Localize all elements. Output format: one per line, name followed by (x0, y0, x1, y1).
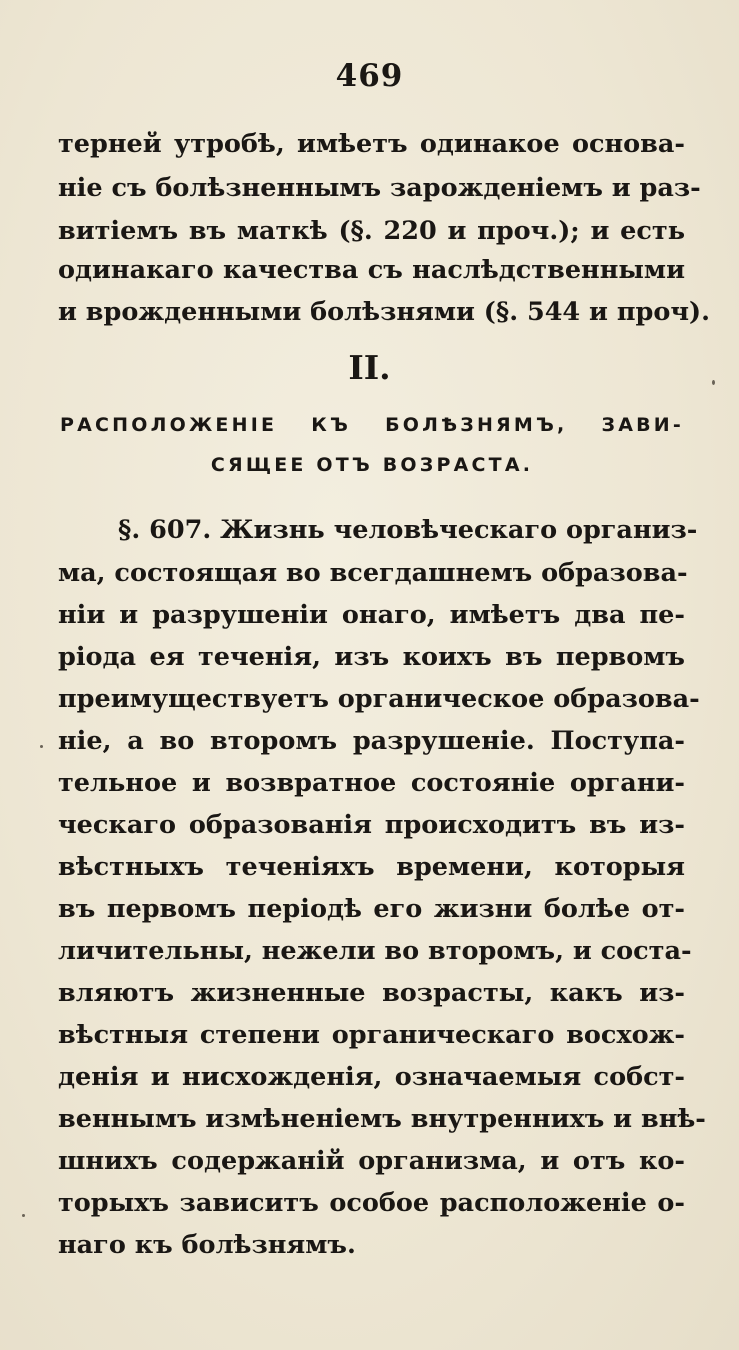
intro-line: одинакаго качества съ наслѣдственными (58, 255, 685, 285)
section-heading-line: РАСПОЛОЖЕНІЕ КЪ БОЛѢЗНЯМЪ, ЗАВИ- (60, 414, 684, 436)
paragraph-line: ріода ея теченія, изъ коихъ въ первомъ (58, 642, 685, 672)
paragraph-line: шнихъ содержаній организма, и отъ ко- (58, 1146, 685, 1176)
paragraph-line: ческаго образованія происходитъ въ из- (58, 810, 685, 840)
paragraph-line: въ первомъ періодѣ его жизни болѣе от- (58, 894, 685, 924)
intro-line: ніе съ болѣзненнымъ зарожденіемъ и раз- (58, 173, 701, 203)
paragraph-line: вѣстныхъ теченіяхъ времени, которыя (58, 852, 685, 882)
paragraph-line: вѣстныя степени органическаго восхож- (58, 1020, 685, 1050)
paragraph-line: ніи и разрушеніи онаго, имѣетъ два пе- (58, 600, 685, 630)
paragraph-line: тельное и возвратное состояніе органи- (58, 768, 685, 798)
paragraph-line: ніе, а во второмъ разрушеніе. Поступа- (58, 726, 685, 756)
section-heading-line: СЯЩЕЕ ОТЪ ВОЗРАСТА. (210, 454, 534, 476)
section-number: II. (348, 348, 391, 387)
paper-speck (22, 1214, 25, 1217)
paragraph-line: преимуществуетъ органическое образова- (58, 684, 700, 714)
paragraph-line: денія и нисхожденія, означаемыя собст- (58, 1062, 685, 1092)
paper-speck (712, 380, 715, 385)
paragraph-line: торыхъ зависитъ особое расположеніе о- (58, 1188, 685, 1218)
paragraph-line: ма, состоящая во всегдашнемъ образова- (58, 558, 688, 588)
intro-line: терней утробѣ, имѣетъ одинакое основа- (58, 129, 685, 159)
intro-line: витіемъ въ маткѣ (§. 220 и проч.); и есть (58, 216, 685, 246)
paragraph-first-line: §. 607. Жизнь человѣческаго организ- (118, 515, 698, 545)
page-number: 469 (335, 58, 404, 94)
paragraph-line: вляютъ жизненные возрасты, какъ из- (58, 978, 685, 1008)
paragraph-line: личительны, нежели во второмъ, и соста- (58, 936, 692, 966)
paper-speck (40, 745, 43, 748)
paragraph-line: веннымъ измѣненіемъ внутреннихъ и внѣ- (58, 1104, 706, 1134)
paragraph-line: наго къ болѣзнямъ. (58, 1230, 356, 1260)
intro-line: и врожденными болѣзнями (§. 544 и проч). (58, 297, 710, 327)
